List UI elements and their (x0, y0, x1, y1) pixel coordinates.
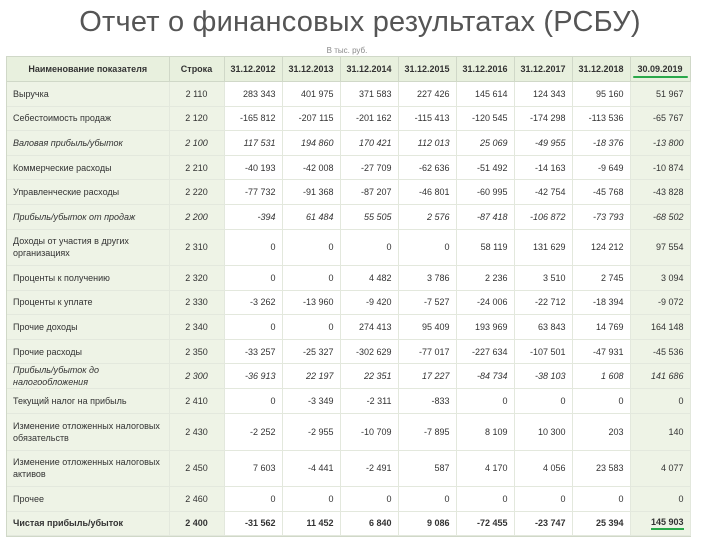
cell-value: 124 343 (514, 82, 572, 107)
row-line-code: 2 330 (169, 290, 224, 315)
cell-value: 9 086 (398, 511, 456, 536)
highlight-underline (633, 76, 688, 78)
cell-value: 170 421 (340, 131, 398, 156)
column-header-period-current (630, 57, 690, 82)
row-indicator-name: Прибыль/убыток до налогообложения (7, 364, 169, 389)
cell-value: 58 119 (456, 229, 514, 266)
cell-value: -73 793 (572, 204, 630, 229)
cell-current-period: -10 874 (630, 155, 690, 180)
row-line-code: 2 430 (169, 414, 224, 451)
row-line-code: 2 410 (169, 389, 224, 414)
cell-current-period: -65 767 (630, 106, 690, 131)
row-indicator-name: Управленческие расходы (7, 180, 169, 205)
cell-value: -7 527 (398, 290, 456, 315)
row-line-code: 2 200 (169, 204, 224, 229)
cell-value: -174 298 (514, 106, 572, 131)
cell-current-period (630, 511, 690, 536)
row-line-code: 2 300 (169, 364, 224, 389)
column-header-code: Строка (169, 57, 224, 82)
column-header-period: 31.12.2015 (398, 57, 456, 82)
table-row (7, 389, 690, 414)
row-indicator-name: Себестоимость продаж (7, 106, 169, 131)
cell-value: 0 (224, 389, 282, 414)
row-line-code: 2 210 (169, 155, 224, 180)
cell-value: 3 510 (514, 266, 572, 291)
table-row (7, 339, 690, 364)
table-row (7, 204, 690, 229)
cell-value: -2 311 (340, 389, 398, 414)
cell-value: -46 801 (398, 180, 456, 205)
cell-value: 23 583 (572, 450, 630, 487)
cell-value: -107 501 (514, 339, 572, 364)
cell-value: -120 545 (456, 106, 514, 131)
cell-value: -9 420 (340, 290, 398, 315)
column-header-period: 31.12.2012 (224, 57, 282, 82)
row-line-code: 2 450 (169, 450, 224, 487)
cell-value: -87 418 (456, 204, 514, 229)
cell-value: 63 843 (514, 315, 572, 340)
cell-value: 14 769 (572, 315, 630, 340)
cell-value: 2 745 (572, 266, 630, 291)
cell-value: -7 895 (398, 414, 456, 451)
column-header-period-current-label: 30.09.2019 (637, 64, 683, 74)
cell-value: -115 413 (398, 106, 456, 131)
cell-value: -40 193 (224, 155, 282, 180)
table-body (7, 82, 690, 536)
cell-current-period: 97 554 (630, 229, 690, 266)
cell-value: 0 (514, 389, 572, 414)
column-header-period: 31.12.2014 (340, 57, 398, 82)
cell-value: -38 103 (514, 364, 572, 389)
cell-current-period: -9 072 (630, 290, 690, 315)
cell-value: -23 747 (514, 511, 572, 536)
row-line-code: 2 310 (169, 229, 224, 266)
cell-value: 0 (456, 487, 514, 512)
cell-value: 10 300 (514, 414, 572, 451)
row-line-code: 2 400 (169, 511, 224, 536)
financial-results-table (7, 57, 691, 536)
row-indicator-name: Прибыль/убыток от продаж (7, 204, 169, 229)
cell-value: 3 786 (398, 266, 456, 291)
row-line-code: 2 220 (169, 180, 224, 205)
cell-value: 0 (224, 229, 282, 266)
table-row (7, 106, 690, 131)
row-indicator-name: Прочие доходы (7, 315, 169, 340)
cell-value: -33 257 (224, 339, 282, 364)
cell-value: 4 170 (456, 450, 514, 487)
cell-value: -113 536 (572, 106, 630, 131)
cell-value: 0 (398, 229, 456, 266)
table-row (7, 266, 690, 291)
cell-value: 1 608 (572, 364, 630, 389)
cell-value: 0 (398, 487, 456, 512)
row-indicator-name: Выручка (7, 82, 169, 107)
cell-value: 371 583 (340, 82, 398, 107)
column-header-period: 31.12.2013 (282, 57, 340, 82)
row-indicator-name: Валовая прибыль/убыток (7, 131, 169, 156)
cell-value: 0 (282, 315, 340, 340)
cell-current-period: 164 148 (630, 315, 690, 340)
cell-current-period: -43 828 (630, 180, 690, 205)
cell-value: -87 207 (340, 180, 398, 205)
row-line-code: 2 350 (169, 339, 224, 364)
row-line-code: 2 120 (169, 106, 224, 131)
cell-value: -42 008 (282, 155, 340, 180)
cell-current-period: 140 (630, 414, 690, 451)
cell-value: -13 960 (282, 290, 340, 315)
cell-current-period: -45 536 (630, 339, 690, 364)
cell-value: -60 995 (456, 180, 514, 205)
cell-value: 0 (224, 487, 282, 512)
cell-value: -72 455 (456, 511, 514, 536)
cell-value: -201 162 (340, 106, 398, 131)
cell-value: -2 955 (282, 414, 340, 451)
cell-current-period: 3 094 (630, 266, 690, 291)
table-row (7, 290, 690, 315)
cell-current-period: 0 (630, 389, 690, 414)
cell-value: 22 351 (340, 364, 398, 389)
unit-note: В тыс. руб. (326, 46, 368, 55)
cell-value: -84 734 (456, 364, 514, 389)
cell-value: 0 (572, 389, 630, 414)
row-indicator-name: Текущий налог на прибыль (7, 389, 169, 414)
cell-value: 401 975 (282, 82, 340, 107)
cell-value: 193 969 (456, 315, 514, 340)
cell-value: 22 197 (282, 364, 340, 389)
cell-value: -14 163 (514, 155, 572, 180)
cell-value: 61 484 (282, 204, 340, 229)
cell-value: 0 (572, 487, 630, 512)
cell-value: 0 (340, 229, 398, 266)
highlighted-total-value: 145 903 (651, 517, 684, 530)
column-header-period: 31.12.2018 (572, 57, 630, 82)
column-header-period: 31.12.2017 (514, 57, 572, 82)
cell-value: 0 (340, 487, 398, 512)
cell-value: 124 212 (572, 229, 630, 266)
row-line-code: 2 110 (169, 82, 224, 107)
cell-value: 283 343 (224, 82, 282, 107)
row-line-code: 2 320 (169, 266, 224, 291)
table-row (7, 511, 690, 536)
cell-current-period: 141 686 (630, 364, 690, 389)
table-row (7, 414, 690, 451)
cell-value: -10 709 (340, 414, 398, 451)
cell-value: -47 931 (572, 339, 630, 364)
cell-value: -9 649 (572, 155, 630, 180)
cell-value: -27 709 (340, 155, 398, 180)
cell-value: 117 531 (224, 131, 282, 156)
cell-value: -42 754 (514, 180, 572, 205)
cell-value: 274 413 (340, 315, 398, 340)
cell-value: 11 452 (282, 511, 340, 536)
cell-current-period: 0 (630, 487, 690, 512)
cell-value: 55 505 (340, 204, 398, 229)
cell-value: -2 491 (340, 450, 398, 487)
cell-value: 131 629 (514, 229, 572, 266)
cell-value: 17 227 (398, 364, 456, 389)
cell-value: 0 (514, 487, 572, 512)
cell-value: 0 (456, 389, 514, 414)
cell-value: 587 (398, 450, 456, 487)
cell-value: 194 860 (282, 131, 340, 156)
cell-value: -22 712 (514, 290, 572, 315)
cell-value: -62 636 (398, 155, 456, 180)
cell-value: -77 017 (398, 339, 456, 364)
table-row (7, 229, 690, 266)
cell-value: -18 376 (572, 131, 630, 156)
cell-value: -165 812 (224, 106, 282, 131)
cell-value: -3 349 (282, 389, 340, 414)
cell-value: -36 913 (224, 364, 282, 389)
cell-value: -77 732 (224, 180, 282, 205)
cell-value: 2 236 (456, 266, 514, 291)
cell-value: -302 629 (340, 339, 398, 364)
table-row (7, 155, 690, 180)
row-indicator-name: Прочее (7, 487, 169, 512)
cell-value: -833 (398, 389, 456, 414)
cell-value: 0 (282, 487, 340, 512)
row-indicator-name: Доходы от участия в других организациях (7, 229, 169, 266)
cell-value: 25 069 (456, 131, 514, 156)
cell-value: 112 013 (398, 131, 456, 156)
row-line-code: 2 100 (169, 131, 224, 156)
cell-value: 145 614 (456, 82, 514, 107)
cell-value: -394 (224, 204, 282, 229)
row-indicator-name: Изменение отложенных налоговых активов (7, 450, 169, 487)
cell-value: 7 603 (224, 450, 282, 487)
row-indicator-name: Проценты к уплате (7, 290, 169, 315)
cell-value: 2 576 (398, 204, 456, 229)
cell-value: -24 006 (456, 290, 514, 315)
cell-value: -106 872 (514, 204, 572, 229)
cell-current-period: -13 800 (630, 131, 690, 156)
cell-value: 203 (572, 414, 630, 451)
table-row (7, 131, 690, 156)
cell-value: -2 252 (224, 414, 282, 451)
cell-current-period: 51 967 (630, 82, 690, 107)
row-line-code: 2 460 (169, 487, 224, 512)
cell-value: 0 (224, 266, 282, 291)
table-row (7, 450, 690, 487)
cell-value: -51 492 (456, 155, 514, 180)
cell-value: -45 768 (572, 180, 630, 205)
cell-value: 95 160 (572, 82, 630, 107)
table-row (7, 364, 690, 389)
cell-value: 4 482 (340, 266, 398, 291)
cell-value: -31 562 (224, 511, 282, 536)
cell-value: -25 327 (282, 339, 340, 364)
table-row (7, 487, 690, 512)
cell-value: 8 109 (456, 414, 514, 451)
row-indicator-name: Прочие расходы (7, 339, 169, 364)
row-indicator-name: Коммерческие расходы (7, 155, 169, 180)
cell-value: 6 840 (340, 511, 398, 536)
cell-value: -4 441 (282, 450, 340, 487)
table-row (7, 315, 690, 340)
table-row (7, 180, 690, 205)
table-header-row (7, 57, 690, 82)
page-title: Отчет о финансовых результатах (РСБУ) (79, 6, 641, 38)
cell-value: 0 (282, 229, 340, 266)
cell-value: 0 (224, 315, 282, 340)
column-header-name: Наименование показателя (7, 57, 169, 82)
cell-value: 4 056 (514, 450, 572, 487)
cell-current-period: -68 502 (630, 204, 690, 229)
cell-value: 227 426 (398, 82, 456, 107)
cell-value: 95 409 (398, 315, 456, 340)
row-indicator-name: Проценты к получению (7, 266, 169, 291)
cell-value: 25 394 (572, 511, 630, 536)
cell-current-period: 4 077 (630, 450, 690, 487)
cell-value: -227 634 (456, 339, 514, 364)
column-header-period: 31.12.2016 (456, 57, 514, 82)
cell-value: -18 394 (572, 290, 630, 315)
row-indicator-name: Чистая прибыль/убыток (7, 511, 169, 536)
financial-results-table-container (6, 56, 691, 537)
cell-value: 0 (282, 266, 340, 291)
cell-value: -49 955 (514, 131, 572, 156)
cell-value: -91 368 (282, 180, 340, 205)
cell-value: -207 115 (282, 106, 340, 131)
row-line-code: 2 340 (169, 315, 224, 340)
row-indicator-name: Изменение отложенных налоговых обязательств (7, 414, 169, 451)
table-row (7, 82, 690, 107)
cell-value: -3 262 (224, 290, 282, 315)
